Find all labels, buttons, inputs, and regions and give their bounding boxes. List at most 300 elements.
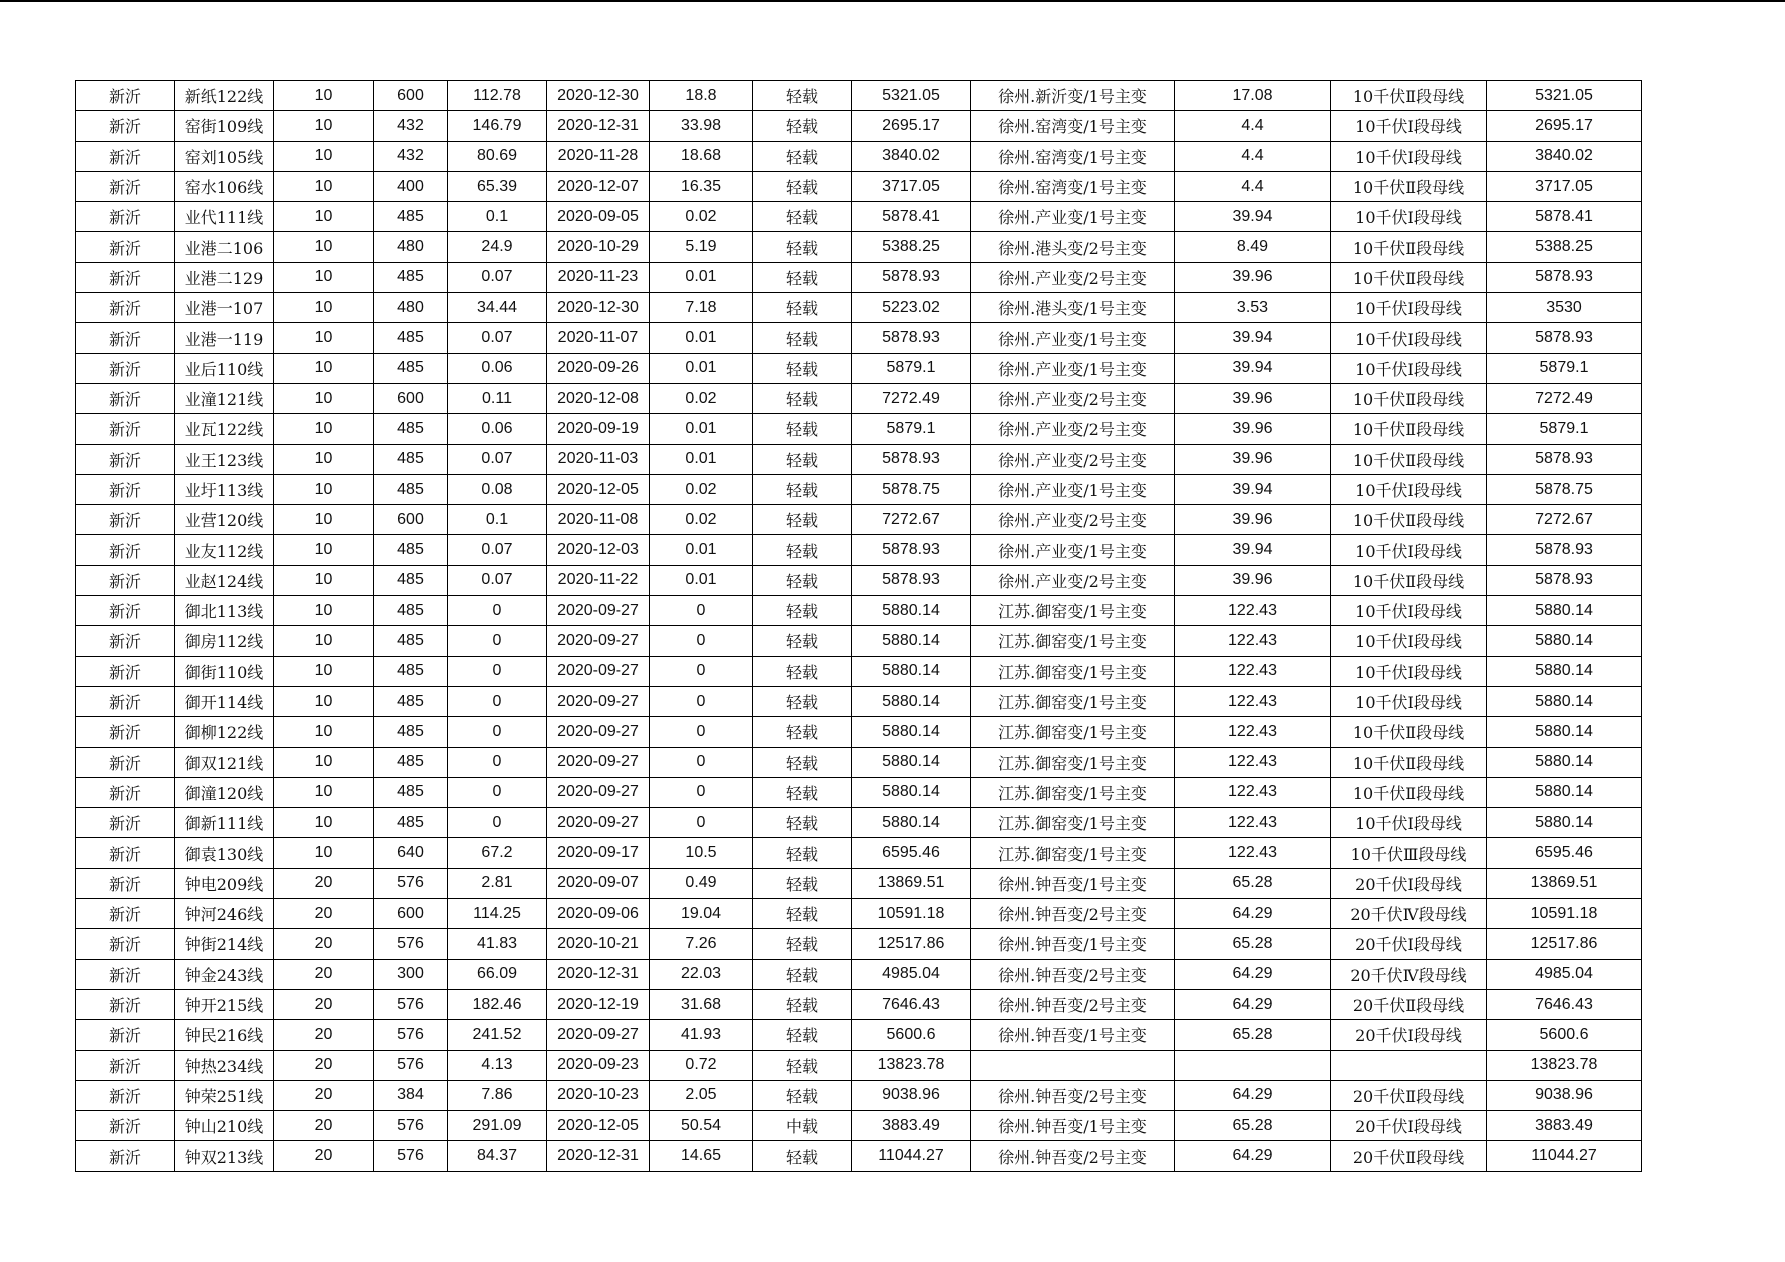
line-name-cell: 钟河246线	[175, 899, 274, 929]
table-row	[76, 717, 1642, 747]
transformer-cell: 徐州.窑湾变/1号主变	[971, 111, 1175, 141]
available-capacity-cell: 7646.43	[852, 989, 971, 1019]
busbar-cell: 10千伏Ⅱ段母线	[1331, 505, 1487, 535]
load-rate-cell: 0.01	[650, 535, 753, 565]
district-cell: 新沂	[76, 353, 175, 383]
table-row	[76, 838, 1642, 868]
load-status-cell: 轻载	[753, 232, 852, 262]
transformer-cell: 徐州.产业变/2号主变	[971, 262, 1175, 292]
voltage-cell: 10	[274, 111, 374, 141]
transformer-cell: 徐州.新沂变/1号主变	[971, 81, 1175, 111]
busbar-cell: 10千伏Ⅱ段母线	[1331, 383, 1487, 413]
transformer-load-cell: 122.43	[1175, 596, 1331, 626]
date-cell: 2020-09-27	[547, 1020, 650, 1050]
transformer-load-cell: 39.96	[1175, 565, 1331, 595]
max-load-cell: 0	[448, 596, 547, 626]
capacity-cell: 485	[374, 323, 448, 353]
capacity-cell: 485	[374, 656, 448, 686]
max-load-cell: 0.07	[448, 444, 547, 474]
capacity-cell: 485	[374, 202, 448, 232]
open-capacity-cell: 5880.14	[1487, 596, 1642, 626]
load-rate-cell: 22.03	[650, 959, 753, 989]
max-load-cell: 0	[448, 808, 547, 838]
open-capacity-cell: 5600.6	[1487, 1020, 1642, 1050]
capacity-cell: 600	[374, 899, 448, 929]
date-cell: 2020-10-23	[547, 1080, 650, 1110]
transformer-load-cell: 3.53	[1175, 293, 1331, 323]
max-load-cell: 0	[448, 626, 547, 656]
open-capacity-cell: 3530	[1487, 293, 1642, 323]
capacity-cell: 485	[374, 686, 448, 716]
open-capacity-cell: 5880.14	[1487, 777, 1642, 807]
date-cell: 2020-10-29	[547, 232, 650, 262]
available-capacity-cell: 3883.49	[852, 1111, 971, 1141]
district-cell: 新沂	[76, 111, 175, 141]
available-capacity-cell: 13869.51	[852, 868, 971, 898]
open-capacity-cell: 7272.49	[1487, 383, 1642, 413]
voltage-cell: 20	[274, 1080, 374, 1110]
voltage-cell: 10	[274, 293, 374, 323]
busbar-cell: 10千伏Ⅰ段母线	[1331, 141, 1487, 171]
line-name-cell: 御街110线	[175, 656, 274, 686]
transformer-load-cell: 64.29	[1175, 1080, 1331, 1110]
district-cell: 新沂	[76, 1141, 175, 1171]
district-cell: 新沂	[76, 505, 175, 535]
open-capacity-cell: 7272.67	[1487, 505, 1642, 535]
line-name-cell: 业赵124线	[175, 565, 274, 595]
transformer-load-cell: 65.28	[1175, 1111, 1331, 1141]
voltage-cell: 10	[274, 474, 374, 504]
max-load-cell: 0.07	[448, 535, 547, 565]
voltage-cell: 10	[274, 202, 374, 232]
capacity-cell: 480	[374, 232, 448, 262]
load-rate-cell: 50.54	[650, 1111, 753, 1141]
available-capacity-cell: 5878.93	[852, 565, 971, 595]
load-status-cell: 轻载	[753, 202, 852, 232]
table-row	[76, 1050, 1642, 1080]
load-status-cell: 轻载	[753, 323, 852, 353]
load-status-cell: 轻载	[753, 596, 852, 626]
load-rate-cell: 18.68	[650, 141, 753, 171]
capacity-cell: 485	[374, 414, 448, 444]
line-name-cell: 业港二129	[175, 262, 274, 292]
transformer-cell: 江苏.御窑变/1号主变	[971, 838, 1175, 868]
transformer-cell: 徐州.窑湾变/1号主变	[971, 171, 1175, 201]
max-load-cell: 24.9	[448, 232, 547, 262]
transformer-cell: 徐州.窑湾变/1号主变	[971, 141, 1175, 171]
busbar-cell: 10千伏Ⅰ段母线	[1331, 596, 1487, 626]
district-cell: 新沂	[76, 565, 175, 595]
table-row	[76, 929, 1642, 959]
transformer-cell: 江苏.御窑变/1号主变	[971, 747, 1175, 777]
page-top-rule	[0, 0, 1785, 2]
capacity-cell: 576	[374, 868, 448, 898]
transformer-cell	[971, 1050, 1175, 1080]
voltage-cell: 10	[274, 414, 374, 444]
busbar-cell: 10千伏Ⅱ段母线	[1331, 565, 1487, 595]
transformer-load-cell: 122.43	[1175, 656, 1331, 686]
available-capacity-cell: 5880.14	[852, 686, 971, 716]
voltage-cell: 20	[274, 929, 374, 959]
transformer-load-cell: 8.49	[1175, 232, 1331, 262]
transformer-load-cell: 64.29	[1175, 899, 1331, 929]
transformer-load-cell: 65.28	[1175, 868, 1331, 898]
line-name-cell: 钟电209线	[175, 868, 274, 898]
max-load-cell: 2.81	[448, 868, 547, 898]
available-capacity-cell: 11044.27	[852, 1141, 971, 1171]
load-status-cell: 轻载	[753, 899, 852, 929]
line-name-cell: 新纸122线	[175, 81, 274, 111]
line-name-cell: 业王123线	[175, 444, 274, 474]
transformer-load-cell: 65.28	[1175, 1020, 1331, 1050]
capacity-cell: 576	[374, 1111, 448, 1141]
table-row	[76, 262, 1642, 292]
date-cell: 2020-09-06	[547, 899, 650, 929]
line-name-cell: 钟开215线	[175, 989, 274, 1019]
open-capacity-cell: 13869.51	[1487, 868, 1642, 898]
load-rate-cell: 0.01	[650, 262, 753, 292]
line-name-cell: 御开114线	[175, 686, 274, 716]
voltage-cell: 20	[274, 1111, 374, 1141]
transformer-cell: 徐州.产业变/1号主变	[971, 202, 1175, 232]
district-cell: 新沂	[76, 808, 175, 838]
busbar-cell: 10千伏Ⅰ段母线	[1331, 202, 1487, 232]
load-rate-cell: 0.49	[650, 868, 753, 898]
load-rate-cell: 0	[650, 656, 753, 686]
load-rate-cell: 33.98	[650, 111, 753, 141]
capacity-cell: 640	[374, 838, 448, 868]
available-capacity-cell: 5321.05	[852, 81, 971, 111]
busbar-cell: 10千伏Ⅲ段母线	[1331, 838, 1487, 868]
available-capacity-cell: 5880.14	[852, 656, 971, 686]
district-cell: 新沂	[76, 383, 175, 413]
load-status-cell: 轻载	[753, 1050, 852, 1080]
district-cell: 新沂	[76, 899, 175, 929]
load-status-cell: 轻载	[753, 838, 852, 868]
date-cell: 2020-11-07	[547, 323, 650, 353]
table-row	[76, 353, 1642, 383]
open-capacity-cell: 5880.14	[1487, 626, 1642, 656]
feeder-load-table	[75, 80, 1642, 1172]
transformer-load-cell	[1175, 1050, 1331, 1080]
open-capacity-cell: 7646.43	[1487, 989, 1642, 1019]
date-cell: 2020-09-07	[547, 868, 650, 898]
load-status-cell: 轻载	[753, 808, 852, 838]
voltage-cell: 10	[274, 656, 374, 686]
transformer-load-cell: 122.43	[1175, 838, 1331, 868]
date-cell: 2020-09-27	[547, 686, 650, 716]
line-name-cell: 钟双213线	[175, 1141, 274, 1171]
district-cell: 新沂	[76, 686, 175, 716]
line-name-cell: 业后110线	[175, 353, 274, 383]
load-status-cell: 轻载	[753, 686, 852, 716]
line-name-cell: 业瓦122线	[175, 414, 274, 444]
busbar-cell: 10千伏Ⅱ段母线	[1331, 444, 1487, 474]
open-capacity-cell: 13823.78	[1487, 1050, 1642, 1080]
district-cell: 新沂	[76, 141, 175, 171]
transformer-cell: 徐州.钟吾变/2号主变	[971, 899, 1175, 929]
district-cell: 新沂	[76, 293, 175, 323]
open-capacity-cell: 5878.93	[1487, 444, 1642, 474]
load-rate-cell: 2.05	[650, 1080, 753, 1110]
busbar-cell: 10千伏Ⅰ段母线	[1331, 474, 1487, 504]
line-name-cell: 业圩113线	[175, 474, 274, 504]
open-capacity-cell: 11044.27	[1487, 1141, 1642, 1171]
busbar-cell: 10千伏Ⅰ段母线	[1331, 111, 1487, 141]
voltage-cell: 10	[274, 81, 374, 111]
district-cell: 新沂	[76, 1080, 175, 1110]
load-status-cell: 轻载	[753, 656, 852, 686]
load-status-cell: 轻载	[753, 717, 852, 747]
district-cell: 新沂	[76, 989, 175, 1019]
transformer-load-cell: 39.94	[1175, 323, 1331, 353]
transformer-cell: 徐州.产业变/2号主变	[971, 565, 1175, 595]
capacity-cell: 485	[374, 777, 448, 807]
available-capacity-cell: 7272.67	[852, 505, 971, 535]
open-capacity-cell: 5321.05	[1487, 81, 1642, 111]
date-cell: 2020-09-19	[547, 414, 650, 444]
busbar-cell: 10千伏Ⅰ段母线	[1331, 323, 1487, 353]
load-rate-cell: 14.65	[650, 1141, 753, 1171]
busbar-cell: 10千伏Ⅱ段母线	[1331, 262, 1487, 292]
date-cell: 2020-09-27	[547, 656, 650, 686]
transformer-cell: 江苏.御窑变/1号主变	[971, 596, 1175, 626]
max-load-cell: 0	[448, 747, 547, 777]
voltage-cell: 10	[274, 626, 374, 656]
date-cell: 2020-12-30	[547, 293, 650, 323]
busbar-cell: 10千伏Ⅰ段母线	[1331, 686, 1487, 716]
max-load-cell: 0	[448, 686, 547, 716]
line-name-cell: 业港二106	[175, 232, 274, 262]
open-capacity-cell: 3840.02	[1487, 141, 1642, 171]
voltage-cell: 10	[274, 565, 374, 595]
transformer-load-cell: 122.43	[1175, 747, 1331, 777]
district-cell: 新沂	[76, 656, 175, 686]
transformer-cell: 徐州.钟吾变/2号主变	[971, 989, 1175, 1019]
open-capacity-cell: 9038.96	[1487, 1080, 1642, 1110]
open-capacity-cell: 3883.49	[1487, 1111, 1642, 1141]
max-load-cell: 84.37	[448, 1141, 547, 1171]
load-status-cell: 轻载	[753, 1080, 852, 1110]
capacity-cell: 485	[374, 596, 448, 626]
capacity-cell: 485	[374, 353, 448, 383]
date-cell: 2020-09-27	[547, 777, 650, 807]
date-cell: 2020-12-30	[547, 81, 650, 111]
transformer-load-cell: 39.96	[1175, 505, 1331, 535]
line-name-cell: 御双121线	[175, 747, 274, 777]
transformer-cell: 徐州.产业变/1号主变	[971, 535, 1175, 565]
open-capacity-cell: 3717.05	[1487, 171, 1642, 201]
table-row	[76, 959, 1642, 989]
district-cell: 新沂	[76, 81, 175, 111]
open-capacity-cell: 5878.93	[1487, 323, 1642, 353]
transformer-cell: 徐州.钟吾变/2号主变	[971, 1141, 1175, 1171]
table-row	[76, 686, 1642, 716]
transformer-load-cell: 122.43	[1175, 777, 1331, 807]
load-status-cell: 轻载	[753, 535, 852, 565]
available-capacity-cell: 9038.96	[852, 1080, 971, 1110]
line-name-cell: 御柳122线	[175, 717, 274, 747]
open-capacity-cell: 12517.86	[1487, 929, 1642, 959]
voltage-cell: 10	[274, 838, 374, 868]
district-cell: 新沂	[76, 232, 175, 262]
transformer-load-cell: 39.94	[1175, 353, 1331, 383]
date-cell: 2020-09-17	[547, 838, 650, 868]
table-row	[76, 444, 1642, 474]
open-capacity-cell: 5880.14	[1487, 656, 1642, 686]
voltage-cell: 10	[274, 747, 374, 777]
load-status-cell: 轻载	[753, 989, 852, 1019]
date-cell: 2020-09-27	[547, 626, 650, 656]
transformer-load-cell: 64.29	[1175, 959, 1331, 989]
available-capacity-cell: 2695.17	[852, 111, 971, 141]
max-load-cell: 182.46	[448, 989, 547, 1019]
line-name-cell: 业营120线	[175, 505, 274, 535]
line-name-cell: 钟热234线	[175, 1050, 274, 1080]
transformer-load-cell: 39.96	[1175, 444, 1331, 474]
load-status-cell: 轻载	[753, 141, 852, 171]
available-capacity-cell: 5880.14	[852, 808, 971, 838]
transformer-cell: 江苏.御窑变/1号主变	[971, 808, 1175, 838]
date-cell: 2020-12-31	[547, 959, 650, 989]
open-capacity-cell: 2695.17	[1487, 111, 1642, 141]
max-load-cell: 0.1	[448, 505, 547, 535]
load-status-cell: 轻载	[753, 444, 852, 474]
available-capacity-cell: 13823.78	[852, 1050, 971, 1080]
date-cell: 2020-12-31	[547, 1141, 650, 1171]
transformer-load-cell: 122.43	[1175, 626, 1331, 656]
transformer-load-cell: 39.96	[1175, 383, 1331, 413]
line-name-cell: 窑街109线	[175, 111, 274, 141]
date-cell: 2020-12-03	[547, 535, 650, 565]
available-capacity-cell: 7272.49	[852, 383, 971, 413]
load-rate-cell: 0	[650, 596, 753, 626]
capacity-cell: 576	[374, 989, 448, 1019]
line-name-cell: 窑刘105线	[175, 141, 274, 171]
available-capacity-cell: 5880.14	[852, 596, 971, 626]
capacity-cell: 400	[374, 171, 448, 201]
load-rate-cell: 7.26	[650, 929, 753, 959]
max-load-cell: 146.79	[448, 111, 547, 141]
max-load-cell: 0.11	[448, 383, 547, 413]
available-capacity-cell: 5880.14	[852, 626, 971, 656]
load-rate-cell: 0	[650, 686, 753, 716]
line-name-cell: 御袁130线	[175, 838, 274, 868]
max-load-cell: 0.06	[448, 414, 547, 444]
transformer-cell: 江苏.御窑变/1号主变	[971, 626, 1175, 656]
table-row	[76, 1080, 1642, 1110]
open-capacity-cell: 5880.14	[1487, 747, 1642, 777]
busbar-cell: 10千伏Ⅰ段母线	[1331, 535, 1487, 565]
transformer-cell: 徐州.钟吾变/2号主变	[971, 1080, 1175, 1110]
transformer-load-cell: 64.29	[1175, 989, 1331, 1019]
line-name-cell: 钟街214线	[175, 929, 274, 959]
date-cell: 2020-10-21	[547, 929, 650, 959]
busbar-cell: 10千伏Ⅱ段母线	[1331, 414, 1487, 444]
table-row	[76, 1020, 1642, 1050]
busbar-cell: 10千伏Ⅱ段母线	[1331, 171, 1487, 201]
line-name-cell: 业代111线	[175, 202, 274, 232]
load-rate-cell: 0.01	[650, 414, 753, 444]
open-capacity-cell: 6595.46	[1487, 838, 1642, 868]
line-name-cell: 窑水106线	[175, 171, 274, 201]
date-cell: 2020-09-27	[547, 747, 650, 777]
line-name-cell: 业港一119	[175, 323, 274, 353]
transformer-cell: 徐州.产业变/1号主变	[971, 323, 1175, 353]
date-cell: 2020-09-27	[547, 717, 650, 747]
max-load-cell: 7.86	[448, 1080, 547, 1110]
voltage-cell: 20	[274, 868, 374, 898]
capacity-cell: 485	[374, 444, 448, 474]
max-load-cell: 112.78	[448, 81, 547, 111]
line-name-cell: 御北113线	[175, 596, 274, 626]
load-status-cell: 轻载	[753, 171, 852, 201]
district-cell: 新沂	[76, 474, 175, 504]
transformer-load-cell: 65.28	[1175, 929, 1331, 959]
table-row	[76, 989, 1642, 1019]
table-row	[76, 111, 1642, 141]
capacity-cell: 600	[374, 81, 448, 111]
open-capacity-cell: 5878.93	[1487, 535, 1642, 565]
load-rate-cell: 16.35	[650, 171, 753, 201]
load-status-cell: 轻载	[753, 929, 852, 959]
table-row	[76, 171, 1642, 201]
table-row	[76, 383, 1642, 413]
capacity-cell: 576	[374, 1020, 448, 1050]
busbar-cell: 10千伏Ⅰ段母线	[1331, 656, 1487, 686]
capacity-cell: 485	[374, 565, 448, 595]
busbar-cell: 20千伏Ⅰ段母线	[1331, 868, 1487, 898]
open-capacity-cell: 5878.93	[1487, 565, 1642, 595]
date-cell: 2020-09-05	[547, 202, 650, 232]
load-status-cell: 中载	[753, 1111, 852, 1141]
date-cell: 2020-11-03	[547, 444, 650, 474]
transformer-cell: 徐州.钟吾变/1号主变	[971, 1111, 1175, 1141]
transformer-cell: 徐州.钟吾变/1号主变	[971, 1020, 1175, 1050]
load-rate-cell: 41.93	[650, 1020, 753, 1050]
voltage-cell: 10	[274, 323, 374, 353]
capacity-cell: 485	[374, 626, 448, 656]
max-load-cell: 0	[448, 777, 547, 807]
load-rate-cell: 0.02	[650, 202, 753, 232]
district-cell: 新沂	[76, 626, 175, 656]
line-name-cell: 御新111线	[175, 808, 274, 838]
load-status-cell: 轻载	[753, 353, 852, 383]
table-row	[76, 899, 1642, 929]
date-cell: 2020-12-31	[547, 111, 650, 141]
available-capacity-cell: 12517.86	[852, 929, 971, 959]
busbar-cell: 20千伏Ⅱ段母线	[1331, 1141, 1487, 1171]
load-status-cell: 轻载	[753, 383, 852, 413]
date-cell: 2020-12-07	[547, 171, 650, 201]
open-capacity-cell: 5878.75	[1487, 474, 1642, 504]
load-status-cell: 轻载	[753, 81, 852, 111]
voltage-cell: 10	[274, 686, 374, 716]
load-status-cell: 轻载	[753, 626, 852, 656]
table-row	[76, 565, 1642, 595]
available-capacity-cell: 3840.02	[852, 141, 971, 171]
table-row	[76, 414, 1642, 444]
max-load-cell: 0	[448, 656, 547, 686]
transformer-cell: 徐州.港头变/2号主变	[971, 232, 1175, 262]
open-capacity-cell: 5880.14	[1487, 686, 1642, 716]
voltage-cell: 10	[274, 171, 374, 201]
load-rate-cell: 0.02	[650, 505, 753, 535]
busbar-cell: 10千伏Ⅱ段母线	[1331, 747, 1487, 777]
date-cell: 2020-09-27	[547, 596, 650, 626]
line-name-cell: 业港一107	[175, 293, 274, 323]
busbar-cell: 20千伏Ⅱ段母线	[1331, 1080, 1487, 1110]
